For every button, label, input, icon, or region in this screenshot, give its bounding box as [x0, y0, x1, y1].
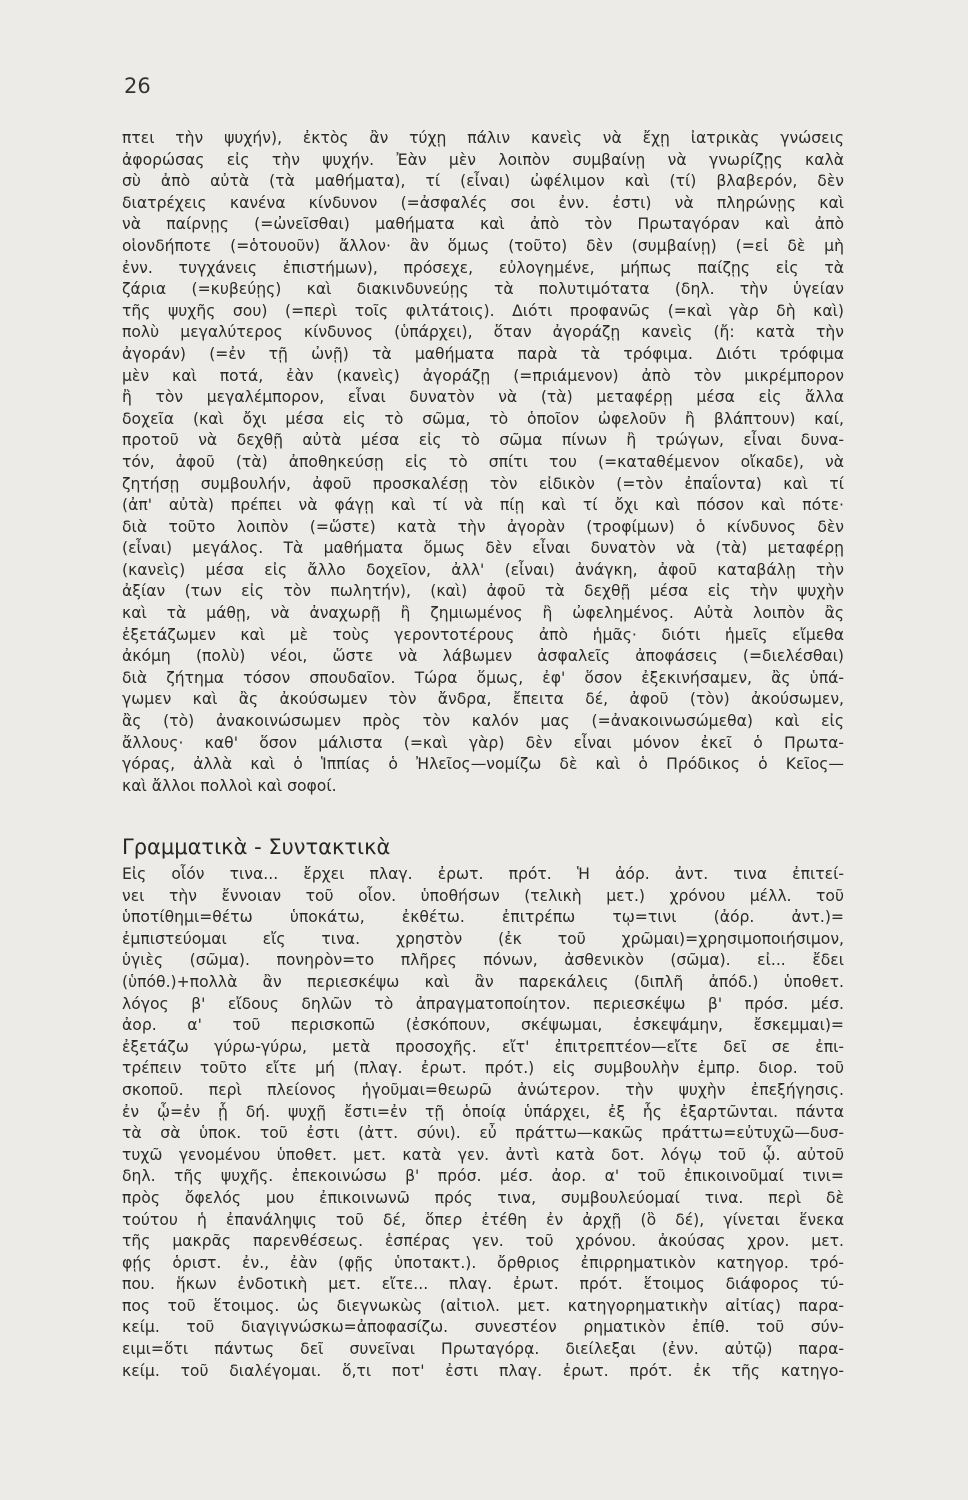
grammar-line: ὑποτίθημι=θέτω ὑποκάτω, ἐκθέτω. ἐπιτρέπω τῳ=τινι (ἀόρ. ἀντ.)=	[122, 908, 844, 927]
text-line: σὺ ἀπὸ αὐτὰ (τὰ μαθήματα), τί (εἶναι) ὠφέλιμον καὶ (τί) βλαβερόν, δὲν	[122, 172, 844, 191]
grammar-line: νει τὴν ἔννοιαν τοῦ οἷον. ὑποθήσων (τελικὴ μετ.) χρόνου μέλλ. τοῦ	[122, 886, 844, 905]
text-line: ἀξίαν (των εἰς τὸν πωλητήν), (καὶ) ἀφοῦ τὰ δεχθῇ μέσα εἰς τὴν ψυχὴν	[122, 582, 844, 601]
text-line: ἀγοράν) (=ἐν τῇ ὠνῇ) τὰ μαθήματα παρὰ τὰ τρόφιμα. Διότι τρόφιμα	[122, 344, 844, 363]
text-line: διὰ τοῦτο λοιπὸν (=ὥστε) κατὰ τὴν ἀγορὰν (τροφίμων) ὁ κίνδυνος δὲν	[122, 517, 844, 536]
grammar-line: τὰ σὰ ὑποκ. τοῦ ἐστι (ἀττ. σύνι). εὖ πράττω—κακῶς πράττω=εὐτυχῶ—δυσ-	[122, 1124, 844, 1143]
text-line: τόν, ἀφοῦ (τὰ) ἀποθηκεύσῃ εἰς τὸ σπίτι του (=καταθέμενον οἴκαδε), νὰ	[122, 452, 844, 471]
text-line: ἀκόμη (πολὺ) νέοι, ὥστε νὰ λάβωμεν ἀσφαλεῖς ἀποφάσεις (=διελέσθαι)	[122, 647, 844, 666]
text-line: οἱονδήποτε (=ὁτουοῦν) ἄλλον· ἂν ὅμως (τοῦτο) δὲν (συμβαίνῃ) (=εἰ δὲ μὴ	[122, 236, 844, 255]
text-line: γωμεν καὶ ἂς ἀκούσωμεν τὸν ἄνδρα, ἔπειτα δέ, ἀφοῦ (τὸν) ἀκούσωμεν,	[122, 690, 844, 709]
grammar-line: ειμι=ὅτι πάντως δεῖ συνεῖναι Πρωταγόρᾳ. διείλεξαι (ἐνν. αὐτῷ) παρα-	[122, 1340, 844, 1359]
main-text	[122, 128, 844, 797]
text-line: διατρέχεις κανένα κίνδυνον (=ἀσφαλές σοι ἐνν. ἐστι) νὰ πληρώνῃς καὶ	[122, 193, 844, 212]
grammar-line: πρὸς ὄφελός μου ἐπικοινωνῶ πρός τινα, συμβουλεύομαί τινα. περὶ δὲ	[122, 1188, 844, 1207]
text-line: ἢ τὸν μεγαλέμπορον, εἶναι δυνατὸν νὰ (τὰ) μεταφέρῃ μέσα εἰς ἄλλα	[122, 388, 844, 407]
page-number: 26	[124, 74, 151, 98]
text-line: νὰ παίρνῃς (=ὠνεῖσθαι) μαθήματα καὶ ἀπὸ τὸν Πρωταγόραν καὶ ἀπὸ	[122, 215, 844, 234]
text-line: ζάρια (=κυβεύῃς) καὶ διακινδυνεύῃς τὰ πολυτιμότατα (δηλ. τὴν ὑγείαν	[122, 280, 844, 299]
grammar-line: λόγος β' εἴδους δηλῶν τὸ ἀπραγματοποίητον. περιεσκέψω β' πρόσ. μέσ.	[122, 994, 844, 1013]
text-line: ζητήσῃ συμβουλήν, ἀφοῦ προσκαλέσῃ τὸν εἰδικὸν (=τὸν ἐπαΐοντα) καὶ τί	[122, 474, 844, 493]
text-line: γόρας, ἀλλὰ καὶ ὁ Ἱππίας ὁ Ἠλεῖος—νομίζω δὲ καὶ ὁ Πρόδικος ὁ Κεῖος—	[122, 755, 844, 774]
grammar-line: φῄς ὁριστ. ἐν., ἐὰν (φῇς ὑποτακτ.). ὄρθριος ἐπιρρηματικὸν κατηγορ. τρό-	[122, 1253, 844, 1272]
grammar-notes	[122, 864, 844, 1382]
text-line: πολὺ μεγαλύτερος κίνδυνος (ὑπάρχει), ὅταν ἀγοράζῃ κανεὶς (ἤ: κατὰ τὴν	[122, 323, 844, 342]
grammar-line: κείμ. τοῦ διαλέγομαι. ὅ,τι ποτ' ἐστι πλαγ. ἐρωτ. πρότ. ἐκ τῆς κατηγο-	[122, 1361, 844, 1380]
text-line: διὰ ζήτημα τόσον σπουδαῖον. Τώρα ὅμως, ἐφ' ὅσον ἐξεκινήσαμεν, ἂς ὑπά-	[122, 668, 844, 687]
section-heading: Γραμματικὰ - Συντακτικὰ	[122, 835, 391, 859]
text-line: καὶ τὰ μάθῃ, νὰ ἀναχωρῇ ἢ ζημιωμένος ἢ ὠφελημένος. Αὐτὰ λοιπὸν ἂς	[122, 604, 844, 623]
text-line: ἂς (τὸ) ἀνακοινώσωμεν πρὸς τὸν καλόν μας (=ἀνακοινωσώμεθα) καὶ εἰς	[122, 712, 844, 731]
text-line: ἀφορώσας εἰς τὴν ψυχήν. Ἐὰν μὲν λοιπὸν συμβαίνῃ νὰ γνωρίζῃς καλὰ	[122, 150, 844, 169]
text-line: τῆς ψυχῆς σου) (=περὶ τοῖς φιλτάτοις). Διότι προφανῶς (=καὶ γὰρ δὴ καὶ)	[122, 301, 844, 320]
grammar-line: τούτου ἡ ἐπανάληψις τοῦ δέ, ὅπερ ἐτέθη ἐν ἀρχῇ (ὃ δέ), γίνεται ἕνεκα	[122, 1210, 844, 1229]
text-line: ἐξετάζωμεν καὶ μὲ τοὺς γεροντοτέρους ἀπὸ ἡμᾶς· διότι ἡμεῖς εἴμεθα	[122, 625, 844, 644]
grammar-line: (ὑπόθ.)+πολλὰ ἂν περιεσκέψω καὶ ἂν παρεκάλεις (διπλῆ ἀπόδ.) ὑποθετ.	[122, 972, 844, 991]
grammar-line: κείμ. τοῦ διαγιγνώσκω=ἀποφασίζω. συνεστέον ρηματικὸν ἐπίθ. τοῦ σύν-	[122, 1318, 844, 1337]
grammar-line: πος τοῦ ἕτοιμος. ὡς διεγνωκὼς (αἰτιολ. μετ. κατηγορηματικὴν αἰτίας) παρα-	[122, 1296, 844, 1315]
text-line: μὲν καὶ ποτά, ἐὰν (κανεὶς) ἀγοράζῃ (=πριάμενον) ἀπὸ τὸν μικρέμπορον	[122, 366, 844, 385]
text-line: (εἶναι) μεγάλος. Τὰ μαθήματα ὅμως δὲν εἶναι δυνατὸν νὰ (τὰ) μεταφέρῃ	[122, 539, 844, 558]
grammar-line: Εἰς οἷόν τινα... ἔρχει πλαγ. ἐρωτ. πρότ. Ἡ ἀόρ. ἀντ. τινα ἐπιτεί-	[122, 865, 844, 883]
text-line: καὶ ἄλλοι πολλοὶ καὶ σοφοί.	[122, 776, 337, 795]
text-line: ἄλλους· καθ' ὅσον μάλιστα (=καὶ γὰρ) δὲν εἶναι μόνον ἐκεῖ ὁ Πρωτα-	[122, 733, 844, 752]
grammar-line: ἐν ᾧ=ἐν ᾗ δή. ψυχῇ ἔστι=ἐν τῇ ὁποίᾳ ὑπάρχει, ἐξ ἧς ἐξαρτῶνται. πάντα	[122, 1102, 844, 1121]
grammar-line: τρέπειν τοῦτο εἴτε μή (πλαγ. ἐρωτ. πρότ.) εἰς συμβουλὴν ἐμπρ. διορ. τοῦ	[122, 1059, 844, 1078]
text-line: (κανεὶς) μέσα εἰς ἄλλο δοχεῖον, ἀλλ' (εἶναι) ἀνάγκη, ἀφοῦ καταβάλῃ τὴν	[122, 560, 844, 579]
grammar-line: ὑγιὲς (σῶμα). πονηρὸν=το πλῆρες πόνων, ἀσθενικὸν (σῶμα). εἰ... ἔδει	[122, 951, 844, 970]
grammar-line: δηλ. τῆς ψυχῆς. ἐπεκοινώσω β' πρόσ. μέσ. ἀορ. α' τοῦ ἐπικοινοῦμαί τινι=	[122, 1167, 844, 1186]
grammar-line: που. ἥκων ἐνδοτικὴ μετ. εἴτε... πλαγ. ἐρωτ. πρότ. ἕτοιμος διάφορος τύ-	[122, 1275, 844, 1294]
grammar-line: σκοποῦ. περὶ πλείονος ἡγοῦμαι=θεωρῶ ἀνώτερον. τὴν ψυχὴν ἐπεξήγησις.	[122, 1080, 844, 1099]
text-line: προτοῦ νὰ δεχθῇ αὐτὰ μέσα εἰς τὸ σῶμα πίνων ἢ τρώγων, εἶναι δυνα-	[122, 431, 844, 450]
grammar-line: ἐμπιστεύομαι εἴς τινα. χρηστὸν (ἐκ τοῦ χρῶμαι)=χρησιμοποιήσιμον,	[122, 929, 844, 948]
grammar-line: τῆς μακρᾶς παρενθέσεως. ἑσπέρας γεν. τοῦ χρόνου. ἀκούσας χρον. μετ.	[122, 1232, 844, 1251]
text-line: δοχεῖα (καὶ ὄχι μέσα εἰς τὸ σῶμα, τὸ ὁποῖον ὠφελοῦν ἢ βλάπτουν) καί,	[122, 409, 844, 428]
text-line: ἐνν. τυγχάνεις ἐπιστήμων), πρόσεχε, εὐλογημένε, μήπως παίζῃς εἰς τὰ	[122, 258, 844, 277]
grammar-line: ἐξετάζω γύρω-γύρω, μετὰ προσοχῆς. εἴτ' ἐπιτρεπτέον—εἴτε δεῖ σε ἐπι-	[122, 1037, 844, 1056]
text-line: (ἀπ' αὐτὰ) πρέπει νὰ φάγῃ καὶ τί νὰ πίῃ καὶ τί ὄχι καὶ πόσον καὶ πότε·	[122, 496, 844, 515]
grammar-line: ἀορ. α' τοῦ περισκοπῶ (ἐσκόπουν, σκέψωμαι, ἐσκεψάμην, ἔσκεμμαι)=	[122, 1016, 844, 1035]
grammar-line: τυχῶ γενομένου ὑποθετ. μετ. κατὰ γεν. ἀντὶ κατὰ δοτ. λόγῳ τοῦ ᾧ. αὐτοῦ	[122, 1145, 844, 1164]
text-line: πτει τὴν ψυχήν), ἐκτὸς ἂν τύχῃ πάλιν κανεὶς νὰ ἔχῃ ἰατρικὰς γνώσεις	[122, 129, 844, 147]
